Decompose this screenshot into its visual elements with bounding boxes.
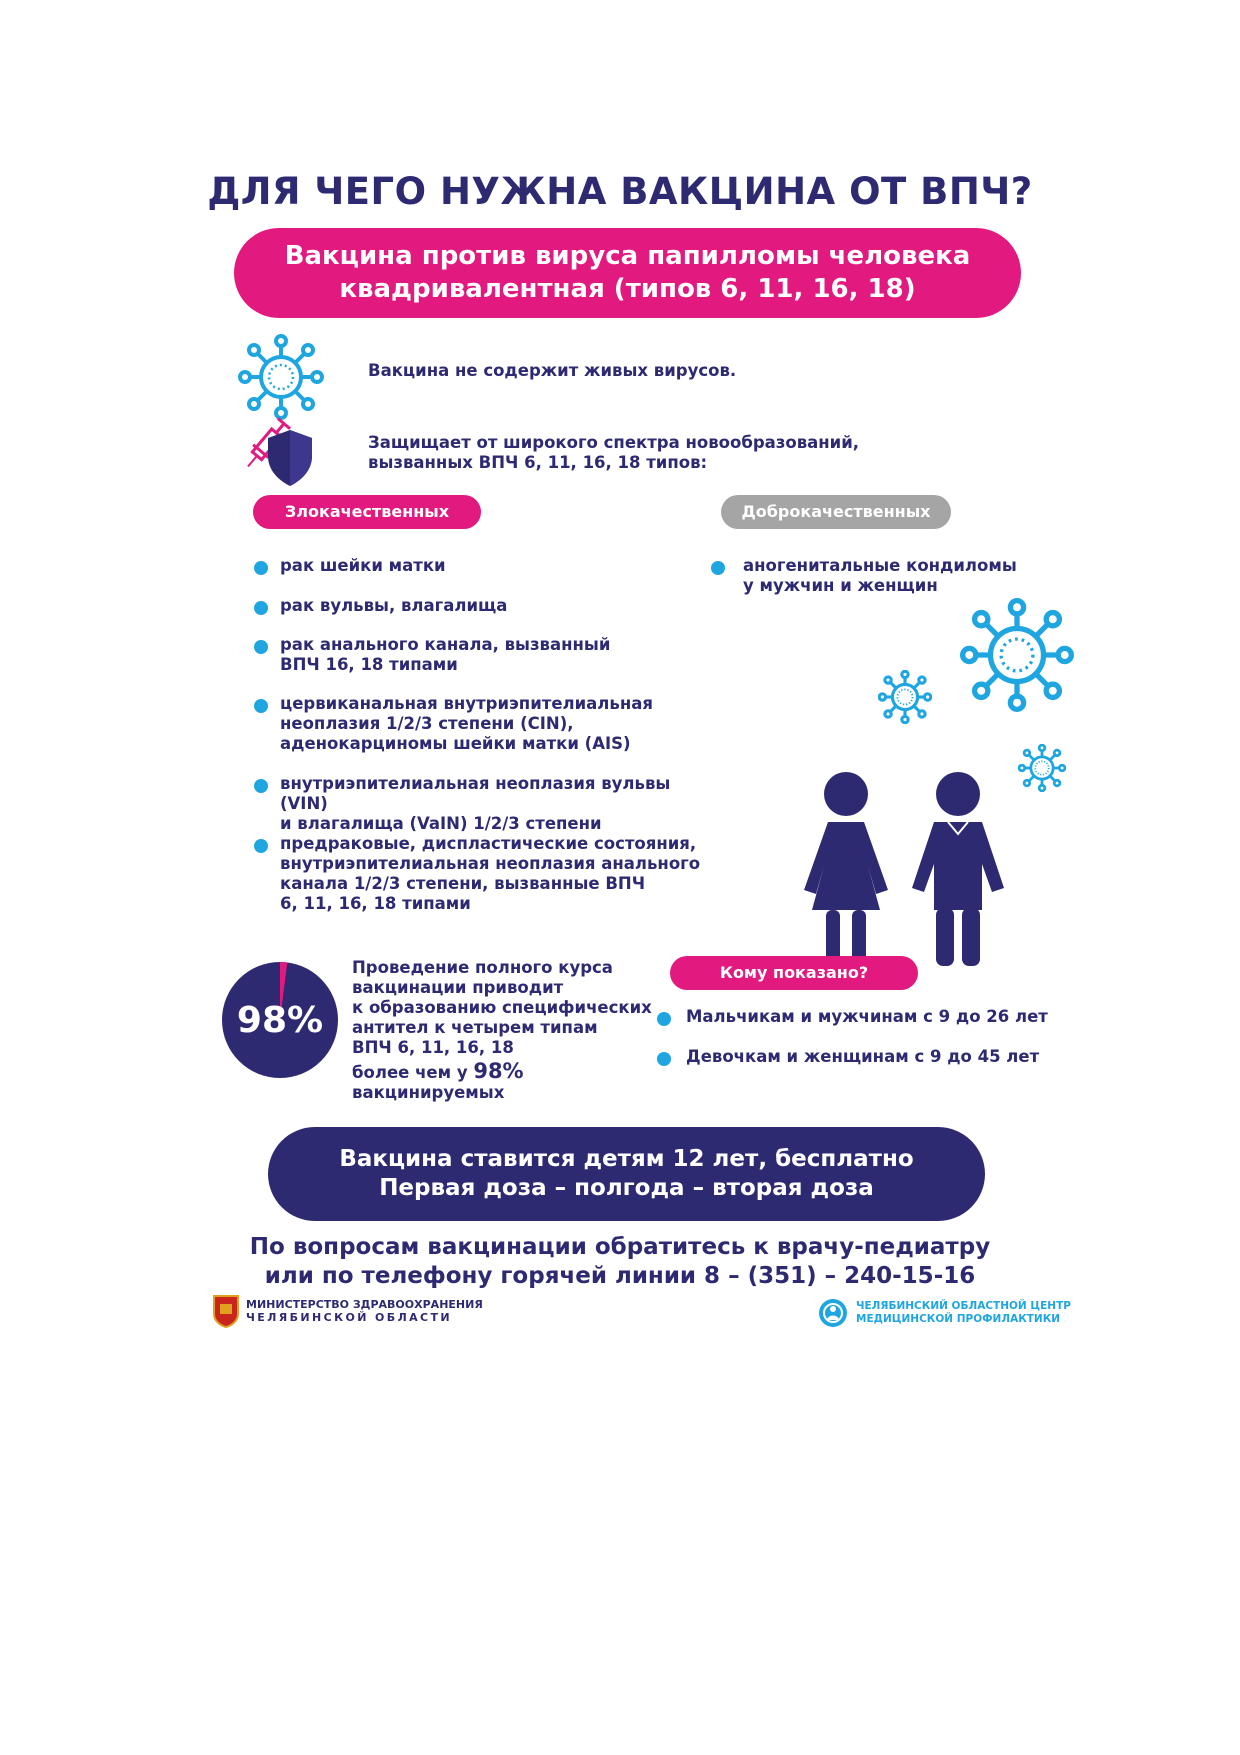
bullet-dot xyxy=(711,561,725,575)
center-name: ЧЕЛЯБИНСКИЙ ОБЛАСТНОЙ ЦЕНТР МЕДИЦИНСКОЙ ПРОФИЛАКТИКИ xyxy=(856,1300,1071,1325)
benign-item-1: аногенитальные кондиломы у мужчин и женщин xyxy=(743,556,1017,595)
center-logo-icon xyxy=(818,1298,848,1328)
malignant-item-5: внутриэпителиальная неоплазия вульвы (VIN) и влагалища (VaIN) 1/2/3 степени xyxy=(280,774,671,833)
schedule-line1: Вакцина ставится детям 12 лет, бесплатно xyxy=(339,1146,914,1172)
protects-line2: вызванных ВПЧ 6, 11, 16, 18 типов: xyxy=(368,453,708,472)
contact-info xyxy=(0,1233,1240,1291)
protects-line1: Защищает от широкого спектра новообразований, xyxy=(368,433,860,452)
benign-label: Доброкачественных xyxy=(721,495,951,529)
malignant-item-6: предраковые, диспластические состояния, внутриэпителиальная неоплазия анального канала 1/2/3 степени, вызванные ВПЧ 6, 11, 16, 18 типами xyxy=(280,834,701,913)
bullet-dot xyxy=(657,1012,671,1026)
efficacy-circle xyxy=(220,960,340,1080)
contact-line1: По вопросам вакцинации обратитесь к врачу-педиатру xyxy=(249,1234,991,1260)
vaccine-name-banner xyxy=(234,228,1021,318)
bullet-dot xyxy=(254,640,268,654)
bullet-dot xyxy=(254,699,268,713)
bullet-dot xyxy=(254,561,268,575)
ministry-emblem-icon xyxy=(212,1294,240,1328)
virus-icon-tiny xyxy=(1018,744,1066,792)
schedule-banner xyxy=(268,1127,985,1221)
bullet-dot xyxy=(657,1052,671,1066)
page-title: ДЛЯ ЧЕГО НУЖНА ВАКЦИНА ОТ ВПЧ? xyxy=(207,170,1033,213)
virus-icon-large xyxy=(960,598,1074,712)
malignant-label: Злокачественных xyxy=(253,495,481,529)
malignant-item-2: рак вульвы, влагалища xyxy=(280,596,508,615)
vaccine-name-line1: Вакцина против вируса папилломы человека xyxy=(284,241,971,271)
indication-item-1: Мальчикам и мужчинам с 9 до 26 лет xyxy=(686,1007,1048,1026)
indications-label: Кому показано? xyxy=(670,956,918,990)
malignant-item-1: рак шейки матки xyxy=(280,556,446,575)
efficacy-percent: 98% xyxy=(236,1000,324,1041)
indication-item-2: Девочкам и женщинам с 9 до 45 лет xyxy=(686,1047,1040,1066)
no-live-virus-text: Вакцина не содержит живых вирусов. xyxy=(368,361,737,380)
bullet-dot xyxy=(254,779,268,793)
schedule-line2: Первая доза – полгода – вторая доза xyxy=(379,1175,874,1201)
vaccine-name-line2: квадривалентная (типов 6, 11, 16, 18) xyxy=(339,274,916,304)
ministry-name: МИНИСТЕРСТВО ЗДРАВООХРАНЕНИЯ ЧЕЛЯБИНСКОЙ ОБЛАСТИ xyxy=(246,1298,483,1324)
malignant-item-4: цервиканальная внутриэпителиальная неоплазия 1/2/3 степени (CIN), аденокарциномы шейки матки (AIS) xyxy=(280,694,653,753)
virus-icon xyxy=(238,334,324,420)
people-illustration xyxy=(798,770,1008,970)
bullet-dot xyxy=(254,839,268,853)
malignant-item-3: рак анального канала, вызванный ВПЧ 16, 18 типами xyxy=(280,635,611,674)
virus-icon-small xyxy=(878,670,932,724)
contact-line2: или по телефону горячей линии 8 – (351) – 240-15-16 xyxy=(264,1263,976,1289)
syringe-shield-icon xyxy=(238,412,316,490)
bullet-dot xyxy=(254,601,268,615)
efficacy-text: Проведение полного курса вакцинации приводит к образованию специфических антител к четырем типам ВПЧ 6, 11, 16, 18 более чем у 98% вакцинируемых xyxy=(352,958,652,1102)
protects-text xyxy=(368,433,859,473)
